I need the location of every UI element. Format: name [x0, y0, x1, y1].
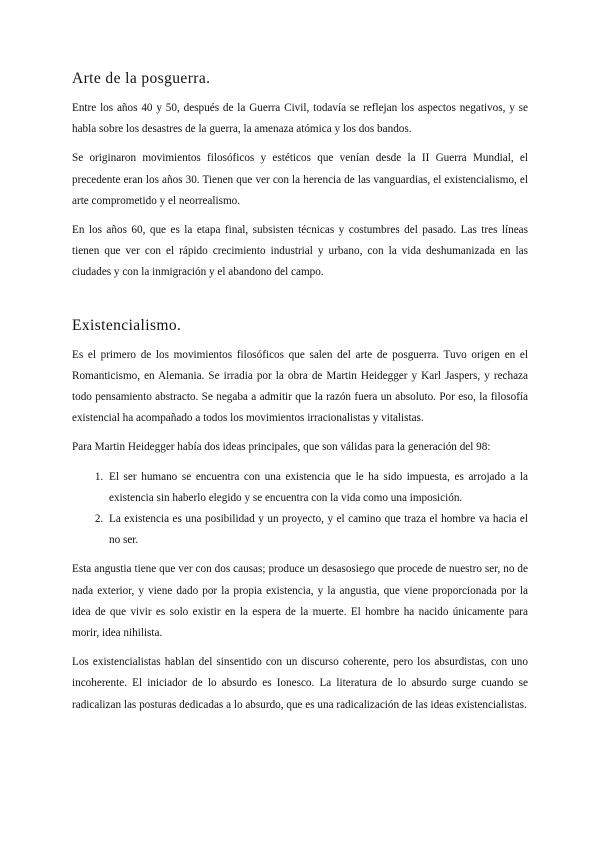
- paragraph: Es el primero de los movimientos filosóficos que salen del arte de posguerra. Tuvo origen en el Romanticismo, en Alemania. Se irradia por la obra de Martin Heidegger y Karl Jaspers, y rechaza todo pensamiento abstracto. Se negaba a admitir que la razón fuera un absoluto. Por eso, la filosofía existencial ha acompañado a todos los movimientos irracionalistas y vitalistas.: [72, 348, 528, 425]
- section-heading-posguerra: Arte de la posguerra.: [72, 70, 211, 87]
- list-item: 1. El ser humano se encuentra con una existencia que le ha sido impuesta, es arrojado a la existencia sin haberlo elegido y se encuentra con la vida como una imposición.: [106, 467, 528, 509]
- paragraph: Se originaron movimientos filosóficos y estéticos que venían desde la II Guerra Mundial, el precedente eran los años 30. Tienen que ver con la herencia de las vanguardias, el existencialismo, el arte comprometido y el neorrealismo.: [72, 152, 528, 207]
- paragraph: Esta angustia tiene que ver con dos causas; produce un desasosiego que procede de nuestro ser, no de nada exterior, y viene dado por la propia existencia, y la angustia, que viene proporcionada por la idea de que vivir es solo existir en la espera de la muerte. El hombre ha nacido únicamente para morir, idea nihilista.: [72, 563, 528, 640]
- list-item: 2. La existencia es una posibilidad y un proyecto, y el camino que traza el hombre va hacia el no ser.: [106, 509, 528, 551]
- section-heading-existencialismo: Existencialismo.: [72, 316, 182, 334]
- paragraph: En los años 60, que es la etapa final, subsisten técnicas y costumbres del pasado. Las tres líneas tienen que ver con el rápido crecimiento industrial y urbano, con la vida deshumanizada en las ciudades y con la inmigración y el abandono del campo.: [72, 224, 528, 279]
- paragraph: Para Martin Heidegger había dos ideas principales, que son válidas para la generación del 98:: [72, 441, 491, 454]
- numbered-list: [72, 467, 528, 552]
- paragraph: Entre los años 40 y 50, después de la Guerra Civil, todavía se reflejan los aspectos negativos, y se habla sobre los desastres de la guerra, la amenaza atómica y los dos bandos.: [72, 102, 528, 136]
- paragraph: Los existencialistas hablan del sinsentido con un discurso coherente, pero los absurdistas, con uno incoherente. El iniciador de lo absurdo es Ionesco. La literatura de lo absurdo surge cuando se radicalizan las posturas dedicadas a lo absurdo, que es una radicalización de las ideas existencialistas.: [72, 656, 528, 711]
